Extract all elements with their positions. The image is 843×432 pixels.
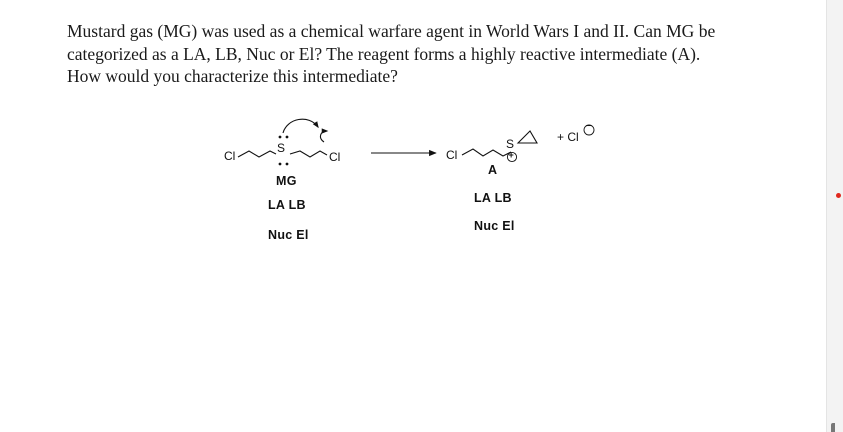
question-line-1: Mustard gas (MG) was used as a chemical warfare agent in World Wars I and II. Can MG be: [67, 21, 716, 41]
question-line-2: categorized as a LA, LB, Nuc or El? The reagent forms a highly reactive intermediate (A).: [67, 43, 701, 64]
a-positive-charge: +: [508, 149, 514, 160]
mg-options-nuc-el: Nuc El: [268, 228, 309, 242]
curved-arrow-attack: [283, 119, 318, 133]
mg-skeleton-bonds-right: [290, 151, 327, 157]
question-line-3: How would you characterize this intermediate?: [67, 66, 398, 86]
red-dot-marker: [836, 193, 841, 198]
chloride-byproduct: + Cl: [557, 130, 579, 144]
mg-chlorine-right: Cl: [329, 150, 341, 164]
mg-options-la-lb: LA LB: [268, 198, 306, 212]
a-chlorine-left: Cl: [446, 148, 458, 162]
a-options-la-lb: LA LB: [474, 191, 512, 205]
mg-chlorine-left: Cl: [224, 149, 236, 163]
corner-scroll-mark: [831, 423, 835, 432]
curved-arrow-leaving: [320, 131, 327, 142]
mg-skeleton-bonds: [238, 151, 276, 157]
intermediate-skeleton-bonds: [462, 149, 511, 156]
intermediate-label: A: [488, 163, 498, 177]
chloride-negative-charge: −: [585, 121, 592, 132]
mg-label: MG: [276, 174, 297, 188]
a-options-nuc-el: Nuc El: [474, 219, 515, 233]
episulfonium-ring: [518, 131, 537, 143]
side-scroll-strip: [826, 0, 843, 432]
a-sulfur: S: [506, 137, 515, 151]
mg-sulfur: S: [277, 141, 286, 155]
